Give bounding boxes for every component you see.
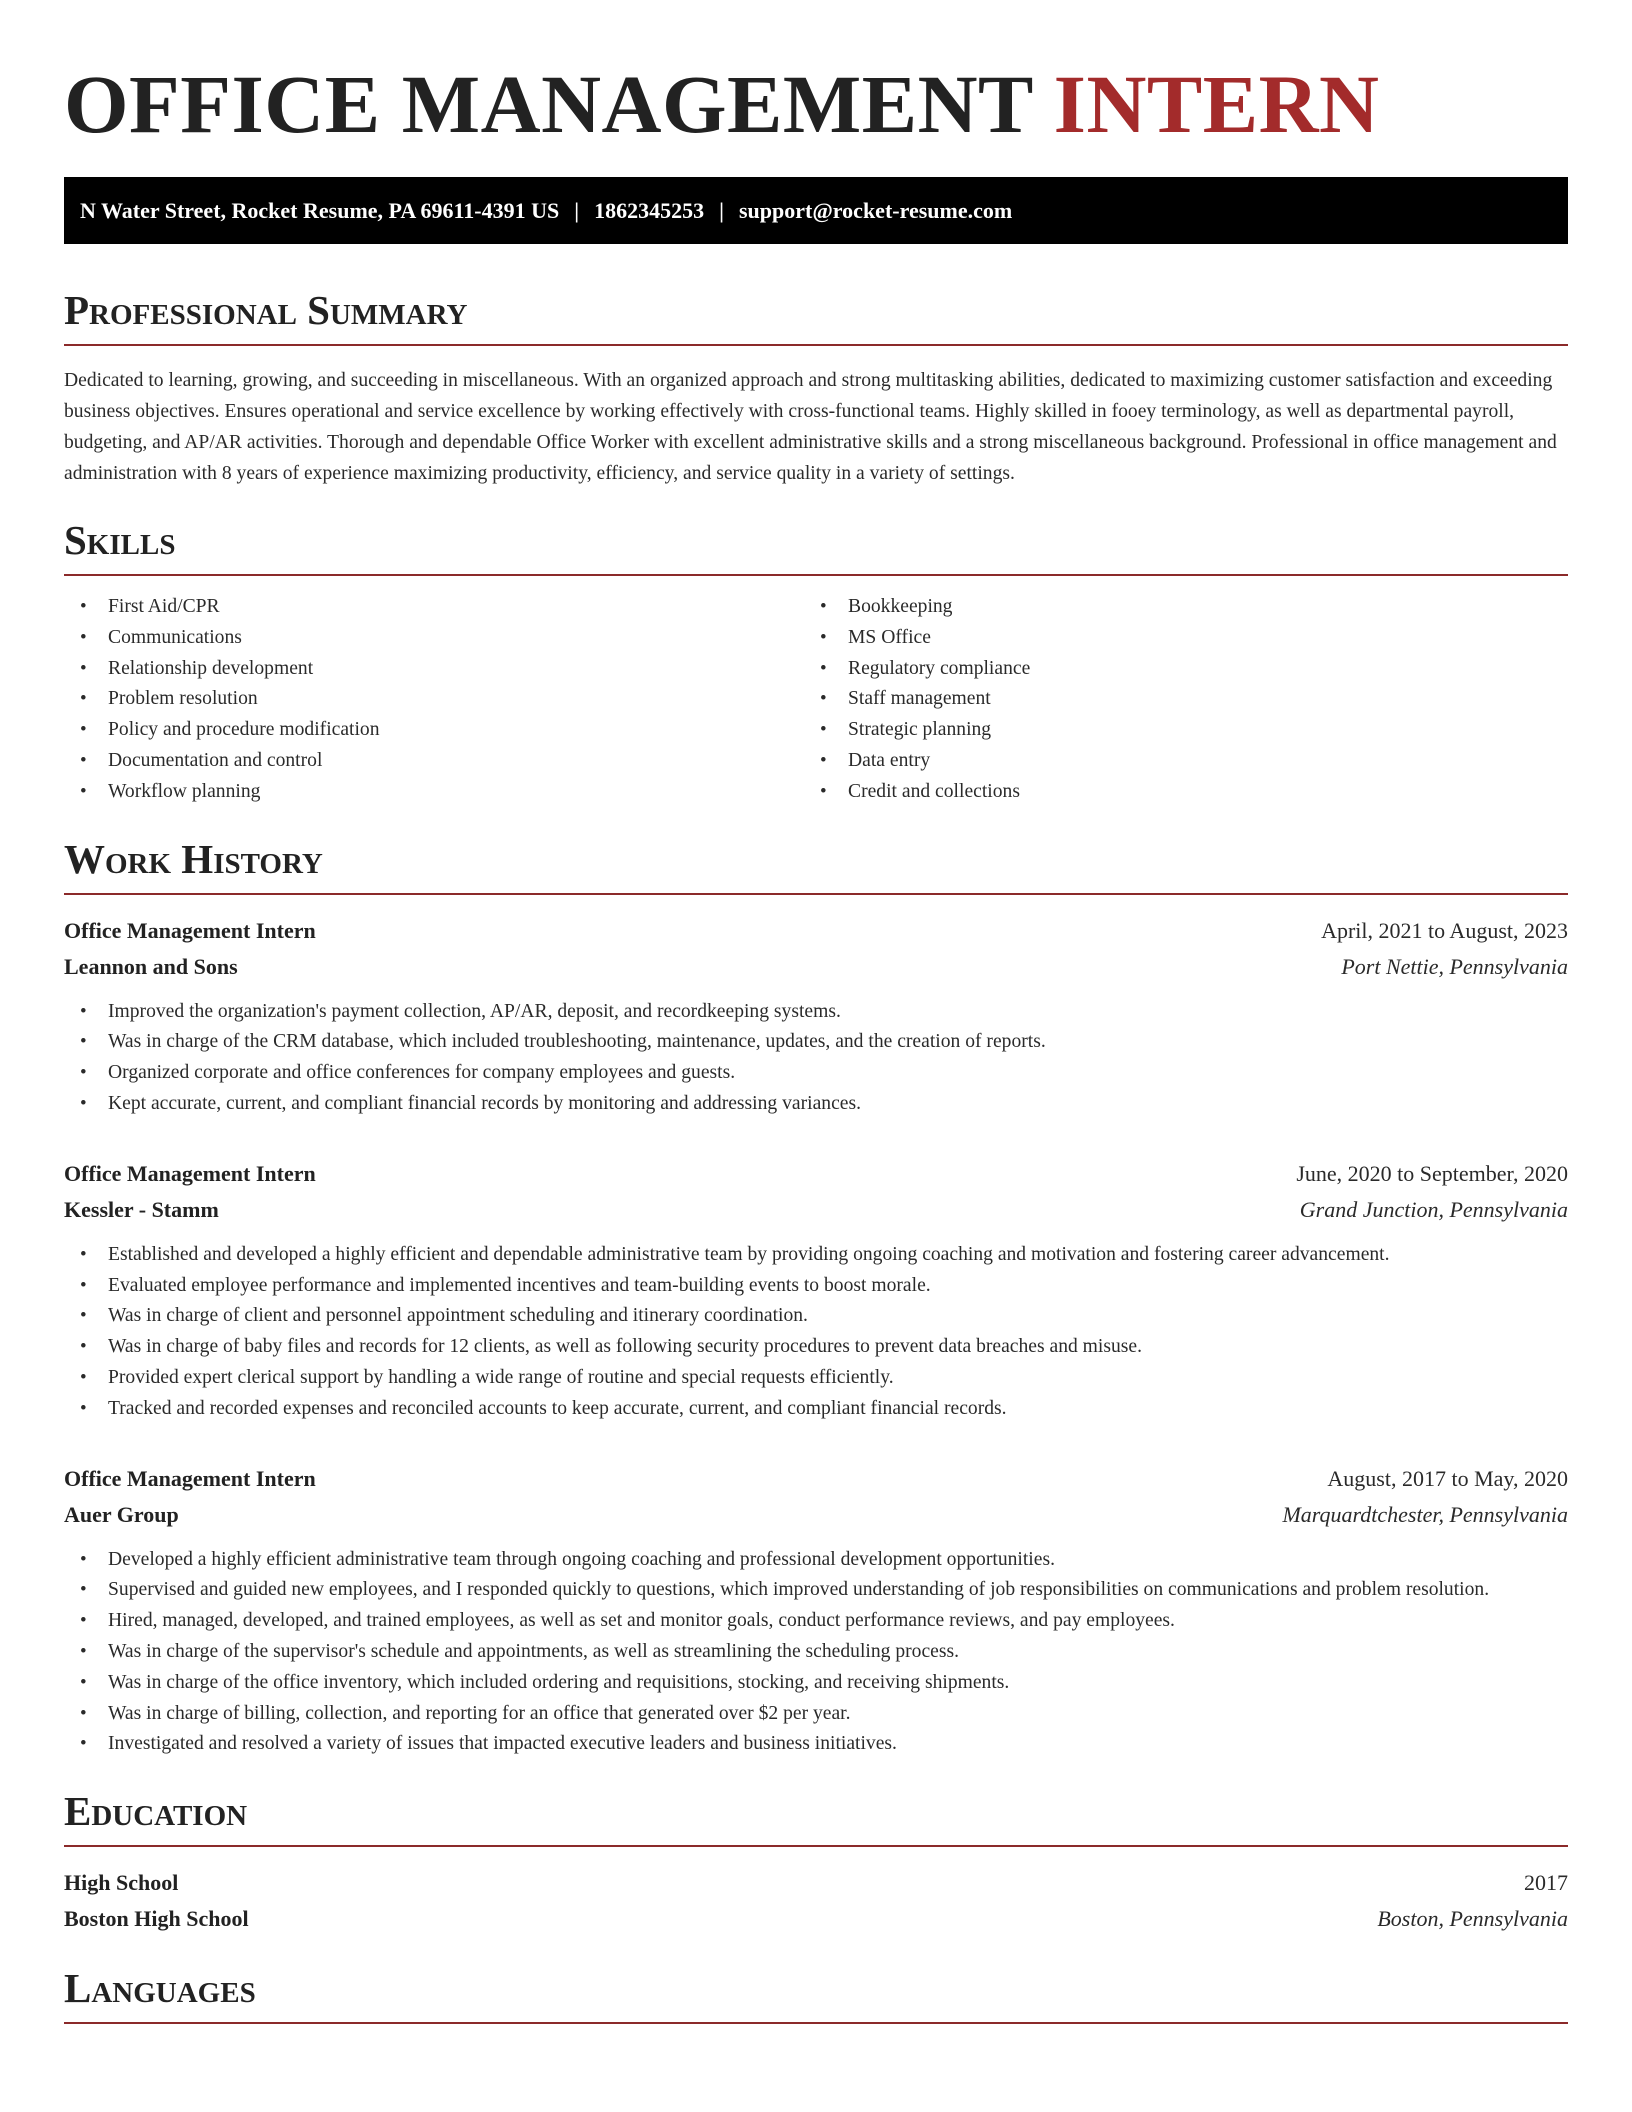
skill-item: • Problem resolution [64,684,804,715]
job-dates: August, 2017 to May, 2020 [1327,1465,1568,1491]
education-year: 2017 [1524,1870,1568,1896]
education-school-row [64,1901,1568,1937]
skill-item: • Communications [64,623,804,654]
job-location: Marquardtchester, Pennsylvania [1282,1501,1568,1527]
contact-phone: 1862345253 [594,197,705,223]
title-accent: INTERN [1053,58,1380,150]
contact-address: N Water Street, Rocket Resume, PA 69611-4391 US [80,197,560,223]
job-title: Office Management Intern [64,1465,316,1491]
skill-item: • MS Office [804,623,1544,654]
job-bullet: • Hired, managed, developed, and trained employees, as well as set and monitor goals, conduct performance reviews, and pay employees. [64,1606,1568,1637]
contact-separator: | [574,197,580,223]
skill-item: • Relationship development [64,654,804,685]
job-title: Office Management Intern [64,1160,316,1186]
skill-item: • Documentation and control [64,746,804,777]
job-bullet: • Supervised and guided new employees, and I responded quickly to questions, which improved understanding of job responsibilities on communications and problem resolution. [64,1575,1568,1606]
languages-heading: Languages [64,1964,1568,2024]
skills-grid [64,592,1568,808]
education-heading: Education [64,1787,1568,1847]
education-school: Boston High School [64,1906,249,1932]
job-bullet: • Organized corporate and office conferences for company employees and guests. [64,1058,1568,1089]
job-bullet: • Developed a highly efficient administrative team through ongoing coaching and professional development opportunities. [64,1545,1568,1576]
job-bullet: • Was in charge of billing, collection, and reporting for an office that generated over $2 per year. [64,1699,1568,1730]
job-bullets [64,1545,1568,1761]
job-title-row [64,1156,1568,1192]
job-bullets [64,997,1568,1120]
skill-item: • First Aid/CPR [64,592,804,623]
education-location: Boston, Pennsylvania [1377,1906,1568,1932]
job-entry [64,1156,1568,1425]
job-company: Leannon and Sons [64,953,238,979]
job-dates: April, 2021 to August, 2023 [1321,917,1568,943]
job-bullet: • Was in charge of the office inventory, which included ordering and requisitions, stocking, and receiving shipments. [64,1668,1568,1699]
contact-email: support@rocket-resume.com [738,197,1013,223]
job-title-row [64,1461,1568,1497]
job-company: Auer Group [64,1501,179,1527]
summary-heading: Professional Summary [64,286,1568,346]
title-main: OFFICE MANAGEMENT [64,58,1033,150]
job-bullet: • Established and developed a highly efficient and dependable administrative team by providing ongoing coaching and motivation and fostering career advancement. [64,1240,1568,1271]
job-company-row [64,1192,1568,1228]
skill-item: • Policy and procedure modification [64,715,804,746]
skills-column-right [804,592,1544,808]
contact-bar [64,177,1568,244]
job-bullets [64,1240,1568,1425]
skill-item: • Workflow planning [64,777,804,808]
education-degree: High School [64,1870,179,1896]
job-entry [64,913,1568,1120]
contact-separator: | [719,197,724,223]
job-company-row [64,949,1568,985]
job-company: Kessler - Stamm [64,1196,219,1222]
job-bullet: • Kept accurate, current, and compliant financial records by monitoring and addressing variances. [64,1089,1568,1120]
job-bullet: • Was in charge of the supervisor's schedule and appointments, as well as streamlining the scheduling process. [64,1637,1568,1668]
job-bullet: • Improved the organization's payment collection, AP/AR, deposit, and recordkeeping systems. [64,997,1568,1028]
job-dates: June, 2020 to September, 2020 [1296,1160,1568,1186]
job-bullet: • Was in charge of baby files and records for 12 clients, as well as following security procedures to prevent data breaches and misuse. [64,1332,1568,1363]
job-location: Port Nettie, Pennsylvania [1341,953,1568,979]
skill-item: • Bookkeeping [804,592,1544,623]
summary-text: Dedicated to learning, growing, and succeeding in miscellaneous. With an organized approach and strong multitasking abilities, dedicated to maximizing customer satisfaction and exceeding business objectives. Ensures operational and service excellence by working effectively with cross-functional teams. Highly skilled in fooey terminology, as well as departmental payroll, budgeting, and AP/AR activities. Thorough and dependable Office Worker with excellent administrative skills and a strong miscellaneous background. Professional in office management and administration with 8 years of experience maximizing productivity, efficiency, and service quality in a variety of settings. [64,370,1557,484]
skill-item: • Regulatory compliance [804,654,1544,685]
job-company-row [64,1497,1568,1533]
skill-item: • Strategic planning [804,715,1544,746]
job-title: Office Management Intern [64,917,316,943]
job-bullet: • Provided expert clerical support by handling a wide range of routine and special requests efficiently. [64,1363,1568,1394]
skill-item: • Data entry [804,746,1544,777]
skills-column-left [64,592,804,808]
skills-heading: Skills [64,516,1568,576]
resume-page [64,56,1568,2024]
job-location: Grand Junction, Pennsylvania [1299,1196,1568,1222]
job-bullet: • Tracked and recorded expenses and reconciled accounts to keep accurate, current, and compliant financial records. [64,1394,1568,1425]
skill-item: • Credit and collections [804,777,1544,808]
job-title-row [64,913,1568,949]
job-bullet: • Evaluated employee performance and implemented incentives and team-building events to boost morale. [64,1271,1568,1302]
job-bullet: • Investigated and resolved a variety of issues that impacted executive leaders and business initiatives. [64,1729,1568,1760]
work-history-heading: Work History [64,835,1568,895]
resume-title [64,56,1568,152]
education-degree-row [64,1865,1568,1901]
skill-item: • Staff management [804,684,1544,715]
job-bullet: • Was in charge of the CRM database, which included troubleshooting, maintenance, updates, and the creation of reports. [64,1027,1568,1058]
job-entry [64,1461,1568,1761]
job-bullet: • Was in charge of client and personnel appointment scheduling and itinerary coordination. [64,1301,1568,1332]
education-entry [64,1865,1568,1937]
